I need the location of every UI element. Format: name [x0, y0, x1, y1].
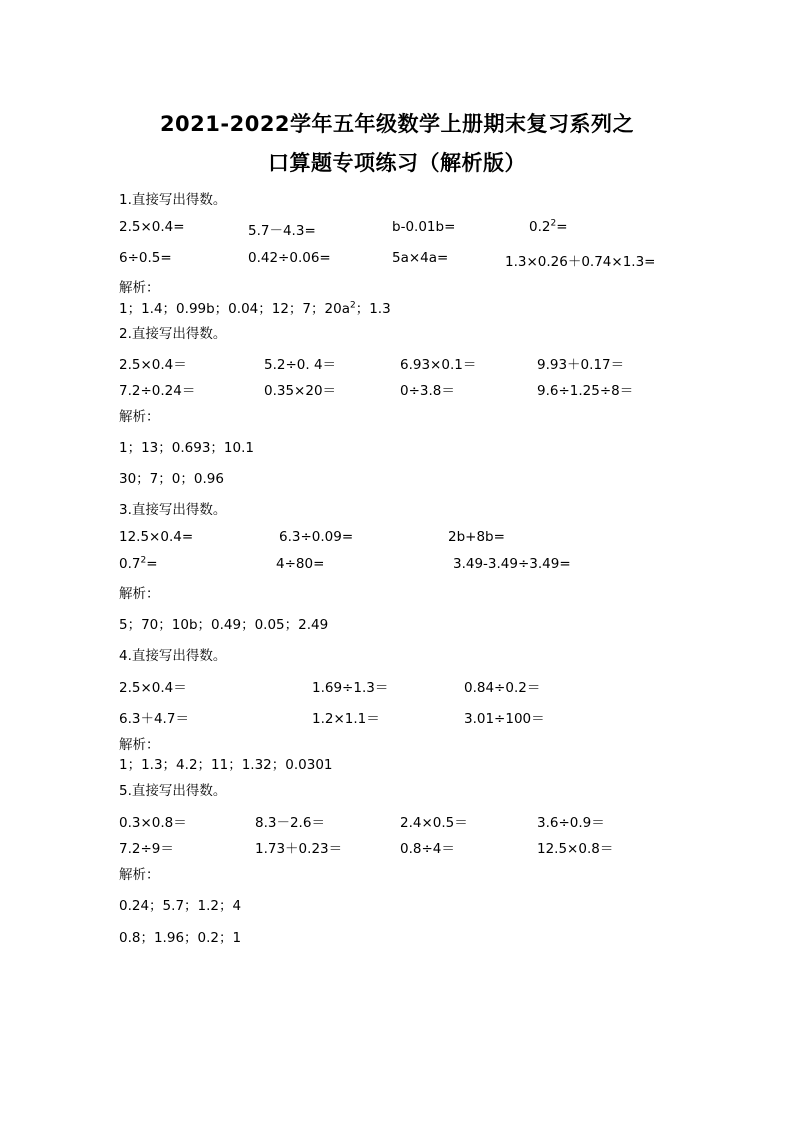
problem: 0.8÷4＝: [400, 841, 455, 857]
problem: 1.69÷1.3＝: [312, 680, 389, 696]
problem: 3.49-3.49÷3.49=: [453, 556, 571, 572]
problem: 3.01÷100＝: [464, 711, 545, 727]
section-1-analysis-label: 解析：: [119, 280, 160, 296]
problem: 9.93＋0.17＝: [537, 357, 625, 373]
problem: 1.2×1.1＝: [312, 711, 380, 727]
problem: 3.6÷0.9＝: [537, 815, 605, 831]
problem: 6÷0.5=: [119, 250, 172, 266]
document-title-line-2: 口算题专项练习（解析版）: [268, 151, 526, 175]
section-5-heading: 5.直接写出得数。: [119, 783, 227, 799]
problem: b-0.01b=: [392, 219, 456, 235]
problem: 6.3÷0.09=: [279, 529, 354, 545]
section-3-answers: 5；70；10b；0.49；0.05；2.49: [119, 617, 329, 633]
problem: 7.2÷9＝: [119, 841, 174, 857]
problem: 0.3×0.8＝: [119, 815, 187, 831]
problem: 1.73＋0.23＝: [255, 841, 343, 857]
section-5-answers-1: 0.24；5.7；1.2；4: [119, 898, 242, 914]
problem: 2.4×0.5＝: [400, 815, 468, 831]
problem: [529, 219, 568, 235]
problem: 9.6÷1.25÷8＝: [537, 383, 634, 399]
problem: 2.5×0.4=: [119, 219, 185, 235]
section-3-heading: 3.直接写出得数。: [119, 502, 227, 518]
section-2-answers-1: 1；13；0.693；10.1: [119, 440, 254, 456]
section-2-answers-2: 30；7；0；0.96: [119, 471, 224, 487]
answers-text: 1；1.4；0.99b；0.04；12；7；20a: [119, 301, 350, 317]
problem: 5a×4a=: [392, 250, 449, 266]
problem: 0.84÷0.2＝: [464, 680, 541, 696]
problem: 0÷3.8＝: [400, 383, 455, 399]
problem: 2b+8b=: [448, 529, 505, 545]
problem: [119, 556, 158, 572]
problem-exponent: 2: [550, 218, 557, 229]
problem: 5.2÷0. 4＝: [264, 357, 337, 373]
problem-equals: =: [556, 219, 568, 235]
problem-equals: =: [146, 556, 158, 572]
problem: 12.5×0.8＝: [537, 841, 614, 857]
answers-exponent: 2: [349, 300, 356, 311]
problem: 5.7－4.3=: [248, 223, 316, 239]
section-5-answers-2: 0.8；1.96；0.2；1: [119, 930, 242, 946]
problem: 8.3－2.6＝: [255, 815, 325, 831]
section-2-analysis-label: 解析：: [119, 409, 160, 425]
section-2-heading: 2.直接写出得数。: [119, 326, 227, 342]
problem: 6.3＋4.7＝: [119, 711, 189, 727]
problem: 2.5×0.4＝: [119, 680, 187, 696]
answers-text-end: ；1.3: [355, 301, 391, 317]
problem: 4÷80=: [276, 556, 325, 572]
problem: 0.42÷0.06=: [248, 250, 331, 266]
document-title-line-1: 2021-2022学年五年级数学上册期末复习系列之: [159, 112, 635, 136]
problem: 12.5×0.4=: [119, 529, 194, 545]
section-4-answers: 1；1.3；4.2；11；1.32；0.0301: [119, 757, 333, 773]
section-4-heading: 4.直接写出得数。: [119, 648, 227, 664]
problem: 0.35×20＝: [264, 383, 337, 399]
section-3-analysis-label: 解析：: [119, 586, 160, 602]
section-1-answers: [119, 297, 391, 317]
section-5-analysis-label: 解析：: [119, 867, 160, 883]
problem-base: 0.2: [529, 219, 551, 235]
problem: 6.93×0.1＝: [400, 357, 477, 373]
section-4-analysis-label: 解析：: [119, 737, 160, 753]
problem: 1.3×0.26＋0.74×1.3=: [505, 254, 656, 270]
problem-base: 0.7: [119, 556, 141, 572]
problem: 2.5×0.4＝: [119, 357, 187, 373]
problem: 7.2÷0.24＝: [119, 383, 196, 399]
section-1-heading: 1.直接写出得数。: [119, 192, 227, 208]
problem-exponent: 2: [140, 555, 147, 566]
